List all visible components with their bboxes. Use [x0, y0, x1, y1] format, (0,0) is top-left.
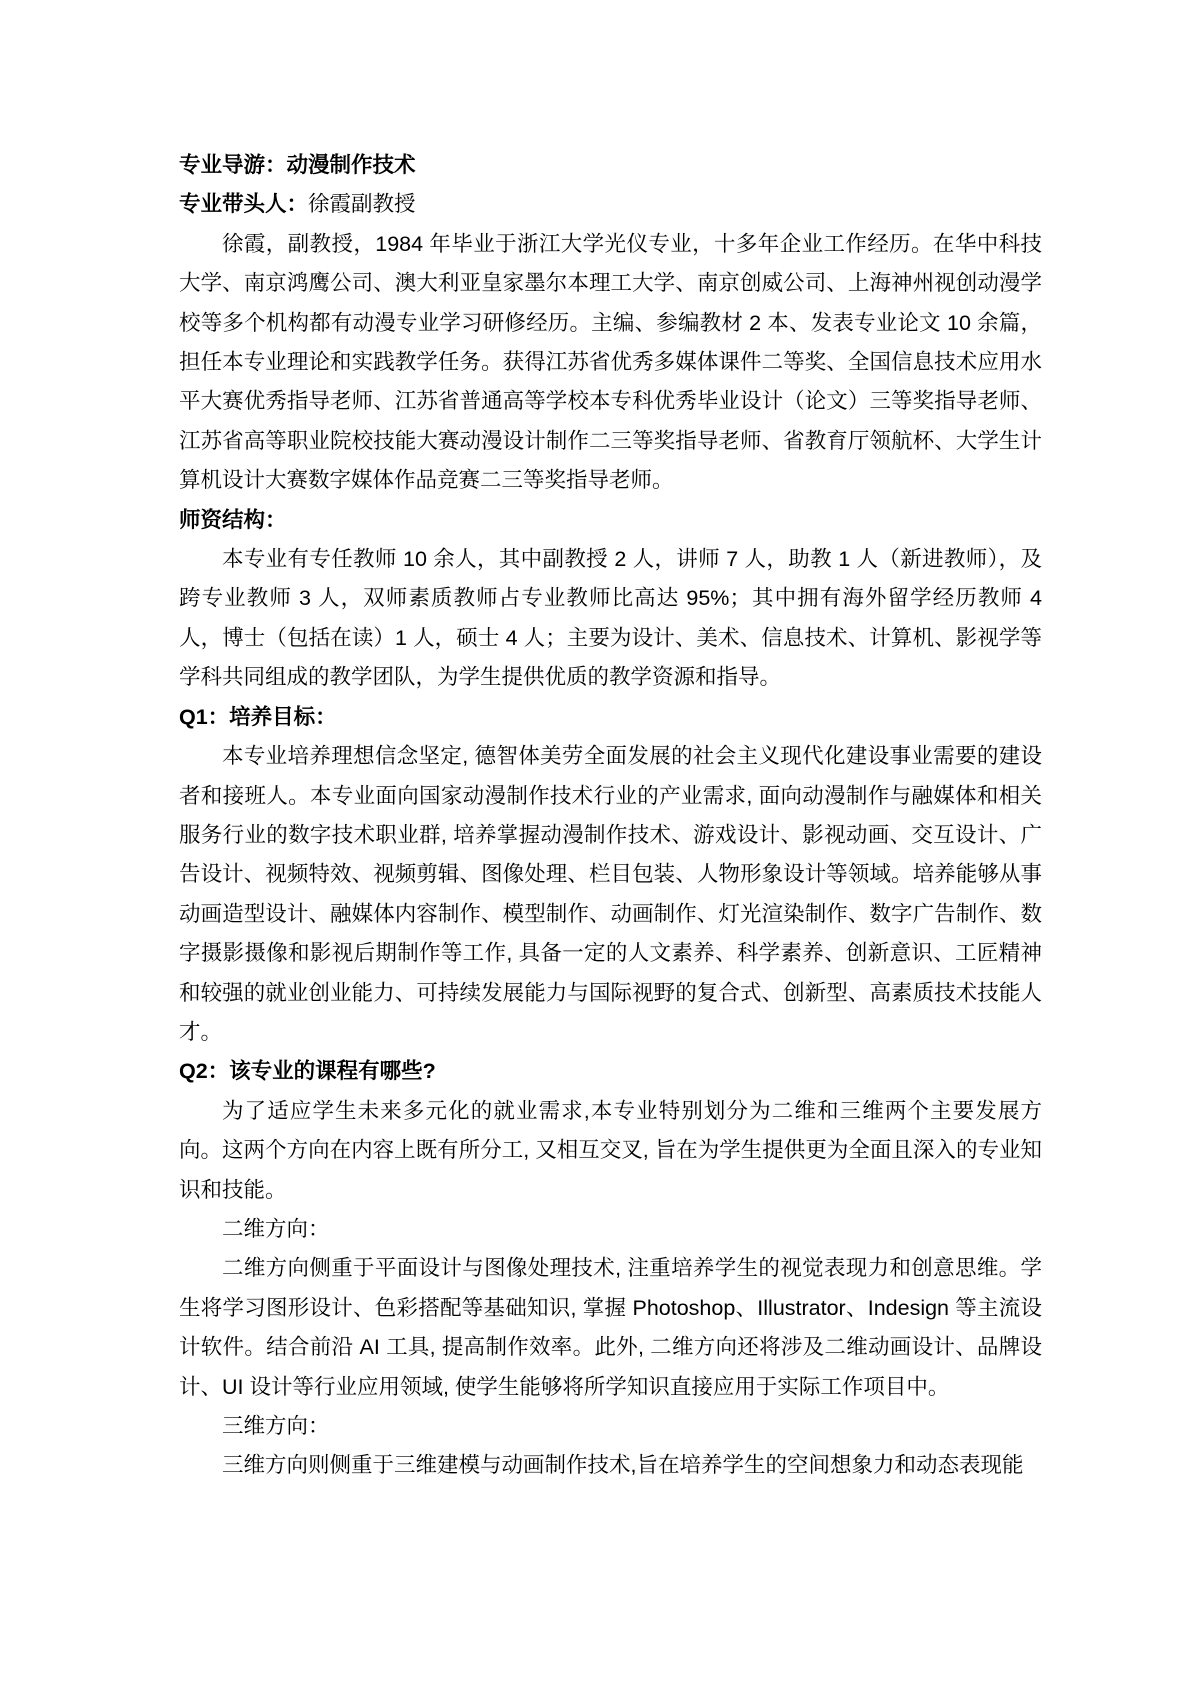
direction-2d-heading: 二维方向：: [222, 1216, 330, 1241]
q2-heading: Q2：该专业的课程有哪些?: [179, 1059, 436, 1084]
leader-line: [179, 185, 1042, 224]
leader-bio-paragraph: 徐霞，副教授，1984 年毕业于浙江大学光仪专业，十多年企业工作经历。在华中科技大学、南京鸿鹰公司、澳大利亚皇家墨尔本理工大学、南京创威公司、上海神州视创动漫学校等多个机构都有动漫专业学习研修经历。主编、参编教材 2 本、发表专业论文 10 余篇，担任本专业理论和实践教学任务。获得江苏省优秀多媒体课件二等奖、全国信息技术应用水平大赛优秀指导老师、江苏省普通高等学校本专科优秀毕业设计（论文）三等奖指导老师、江苏省高等职业院校技能大赛动漫设计制作二三等奖指导老师、省教育厅领航杯、大学生计算机设计大赛数字媒体作品竞赛二三等奖指导老师。: [179, 231, 1042, 493]
leader-label: 专业带头人：: [179, 192, 309, 217]
faculty-structure-paragraph: 本专业有专任教师 10 余人，其中副教授 2 人，讲师 7 人，助教 1 人（新进教师），及跨专业教师 3 人，双师素质教师占专业教师比高达 95%；其中拥有海外留学经历教师 4 人，博士（包括在读）1 人，硕士 4 人；主要为设计、美术、信息技术、计算机、影视学等学科共同组成的教学团队，为学生提供优质的教学资源和指导。: [179, 547, 1042, 690]
direction-3d-paragraph: 三维方向则侧重于三维建模与动画制作技术,旨在培养学生的空间想象力和动态表现能: [222, 1453, 1024, 1478]
document-title: 专业导游：动漫制作技术: [179, 153, 416, 177]
q1-heading: Q1：培养目标：: [179, 704, 337, 729]
faculty-structure-heading: 师资结构：: [179, 507, 287, 532]
q2-paragraph: 为了适应学生未来多元化的就业需求,本专业特别划分为二维和三维两个主要发展方向。这两个方向在内容上既有所分工, 又相互交叉, 旨在为学生提供更为全面且深入的专业知识和技能。: [179, 1098, 1042, 1202]
leader-value: 徐霞副教授: [308, 192, 416, 217]
direction-2d-paragraph: 二维方向侧重于平面设计与图像处理技术, 注重培养学生的视觉表现力和创意思维。学生将学习图形设计、色彩搭配等基础知识, 掌握 Photoshop、Illustrator、Indesign 等主流设计软件。结合前沿 AI 工具, 提高制作效率。此外, 二维方向还将涉及二维动画设计、品牌设计、UI 设计等行业应用领域, 使学生能够将所学知识直接应用于实际工作项目中。: [179, 1256, 1042, 1399]
direction-3d-heading: 三维方向：: [222, 1414, 330, 1438]
q1-paragraph: 本专业培养理想信念坚定, 德智体美劳全面发展的社会主义现代化建设事业需要的建设者和接班人。本专业面向国家动漫制作技术行业的产业需求, 面向动漫制作与融媒体和相关服务行业的数字技术职业群, 培养掌握动漫制作技术、游戏设计、影视动画、交互设计、广告设计、视频特效、视频剪辑、图像处理、栏目包装、人物形象设计等领域。培养能够从事动画造型设计、融媒体内容制作、模型制作、动画制作、灯光渲染制作、数字广告制作、数字摄影摄像和影视后期制作等工作, 具备一定的人文素养、科学素养、创新意识、工匠精神和较强的就业创业能力、可持续发展能力与国际视野的复合式、创新型、高素质技术技能人才。: [179, 744, 1042, 1044]
